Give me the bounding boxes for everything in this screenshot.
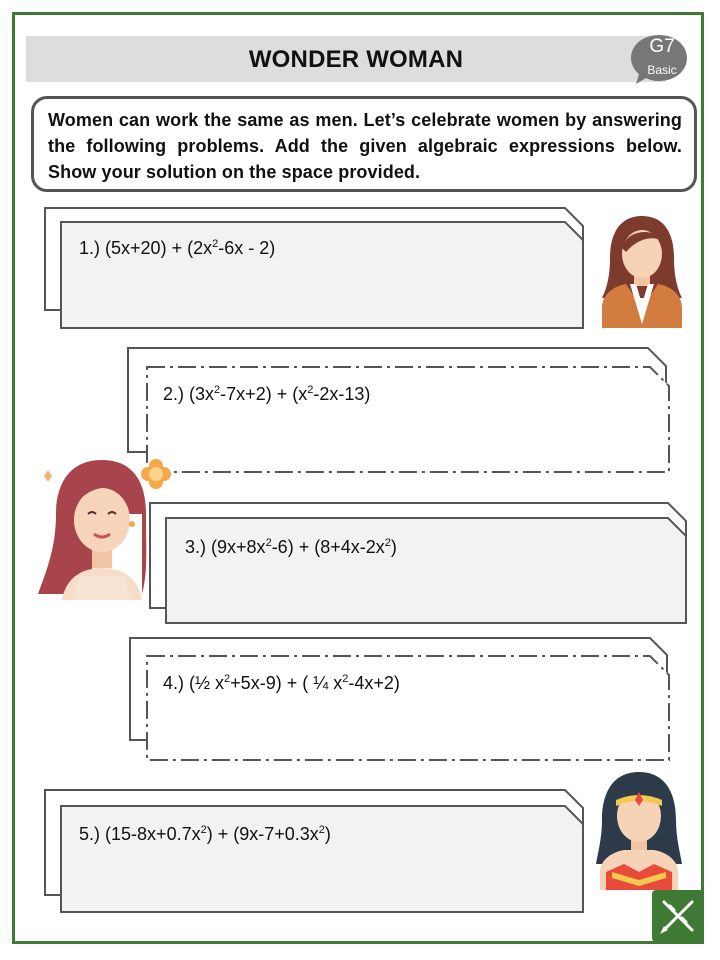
grade-label: G7 (649, 36, 675, 57)
problem-card-3 (150, 503, 686, 623)
problem-card-4 (130, 638, 669, 760)
problem-3: 3.) $(9x+8x^2-6) + (8+4x-2x^2)$ (185, 537, 397, 557)
woman-long-hair-icon (32, 454, 180, 602)
problem-card-1 (45, 208, 583, 328)
businesswoman-icon (596, 212, 688, 330)
pencil-ruler-logo-icon (652, 890, 704, 942)
problem-card-5 (45, 790, 583, 912)
problem-4: 4.) (½ $x^2+5x-9$) + ( ¼ $x^2-4x+2$) (163, 673, 400, 693)
worksheet-title: WONDER WOMAN (248, 46, 464, 73)
problem-card-2 (128, 348, 669, 472)
problem-5: 5.) $(15-8x+0.7x^2) + (9x-7+0.3x^2)$ (79, 824, 331, 844)
instructions-text: Women can work the same as men. Let’s celebrate women by answering the following problems. Add the given algebraic expressions below. Show your solution on the space provided. (48, 110, 682, 182)
problem-2: 2.) $(3x^2-7x+2) + (x^2-2x-13)$ (163, 384, 371, 404)
wonder-woman-icon (592, 768, 686, 892)
problem-1: 1.) $(5x+20) + (2x^2-6x - 2)$ (79, 238, 276, 258)
level-label: Basic (647, 63, 677, 77)
